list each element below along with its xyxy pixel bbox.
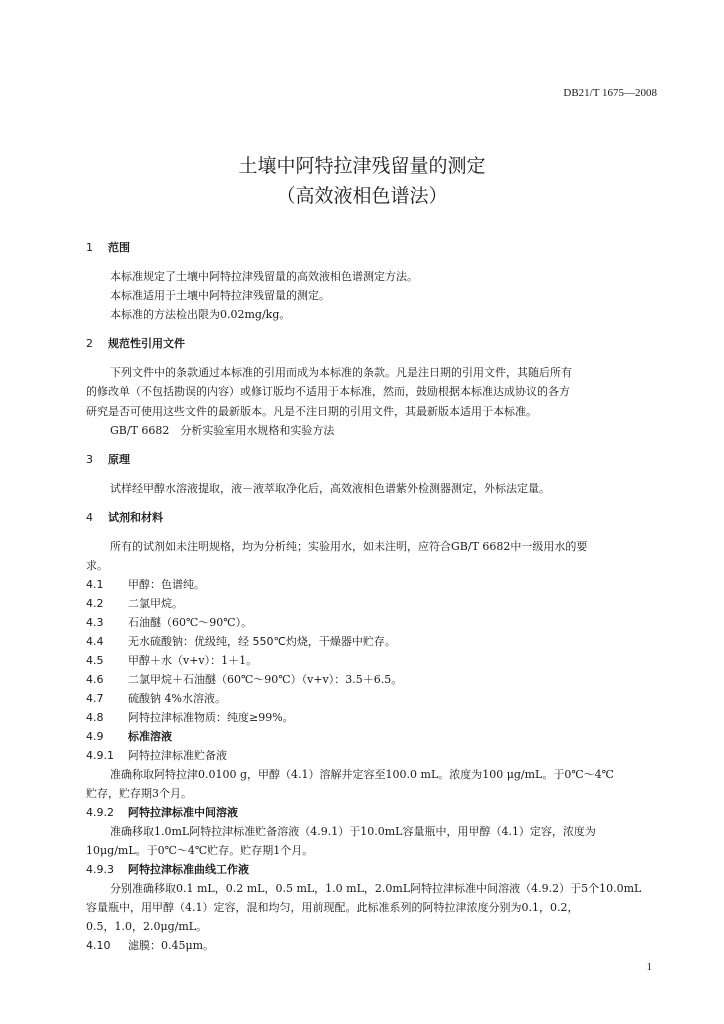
paragraph-line: 贮存，贮存期3个月。 bbox=[86, 787, 192, 800]
clause-4-9-3 bbox=[86, 861, 249, 877]
clause-text: 滤膜：0.45μm。 bbox=[128, 939, 215, 952]
clause-4-7 bbox=[86, 690, 226, 706]
section-2-heading bbox=[86, 335, 185, 351]
section-1-heading bbox=[86, 239, 130, 255]
clause-text: 二氯甲烷＋石油醚（60℃～90℃）（v+v）：3.5＋6.5。 bbox=[128, 673, 403, 686]
paragraph-line: 的修改单（不包括勘误的内容）或修订版均不适用于本标准，然而，鼓励根据本标准达成协议的各方 bbox=[86, 385, 570, 398]
clause-number: 4.9.2 bbox=[86, 806, 114, 819]
paragraph-line: 准确移取1.0mL阿特拉津标准贮备溶液（4.9.1）于10.0mL容量瓶中，用甲醇（4.1）定容，浓度为 bbox=[110, 825, 596, 838]
clause-4-2 bbox=[86, 595, 183, 611]
normative-reference: GB/T 6682 分析实验室用水规格和实验方法 bbox=[110, 424, 335, 437]
paragraph-line: 下列文件中的条款通过本标准的引用而成为本标准的条款。凡是注日期的引用文件，其随后所有 bbox=[110, 366, 572, 379]
paragraph: 本标准的方法检出限为0.02mg/kg。 bbox=[110, 308, 291, 321]
clause-text: 甲醇＋水（v+v）：1＋1。 bbox=[128, 654, 258, 667]
section-title: 范围 bbox=[108, 241, 130, 254]
clause-number: 4.10 bbox=[86, 939, 111, 952]
standard-code: DB21/T 1675—2008 bbox=[563, 87, 657, 99]
clause-text: 阿特拉津标准物质：纯度≥99%。 bbox=[128, 711, 294, 724]
section-title: 规范性引用文件 bbox=[108, 337, 185, 350]
clause-text: 标准溶液 bbox=[128, 730, 172, 743]
paragraph: 试样经甲醇水溶液提取，液－液萃取净化后，高效液相色谱紫外检测器测定，外标法定量。 bbox=[110, 482, 550, 495]
paragraph-line: 研究是否可使用这些文件的最新版本。凡是不注日期的引用文件，其最新版本适用于本标准。 bbox=[86, 405, 537, 418]
clause-number: 4.9.3 bbox=[86, 863, 114, 876]
clause-text: 阿特拉津标准贮备液 bbox=[128, 749, 227, 762]
document-subtitle: （高效液相色谱法） bbox=[276, 185, 448, 207]
clause-number: 4.6 bbox=[86, 673, 104, 686]
clause-text: 甲醇：色谱纯。 bbox=[128, 578, 205, 591]
clause-4-4 bbox=[86, 633, 396, 649]
paragraph-line: 准确称取阿特拉津0.0100 g，甲醇（4.1）溶解并定容至100.0 mL。浓度为100 μg/mL。于0℃～4℃ bbox=[110, 768, 614, 781]
section-number: 4 bbox=[86, 511, 93, 524]
clause-4-6 bbox=[86, 671, 402, 687]
paragraph: 本标准适用于土壤中阿特拉津残留量的测定。 bbox=[110, 289, 330, 302]
page-number: 1 bbox=[646, 961, 652, 973]
paragraph: 本标准规定了土壤中阿特拉津残留量的高效液相色谱测定方法。 bbox=[110, 270, 418, 283]
document-title: 土壤中阿特拉津残留量的测定 bbox=[238, 155, 486, 177]
section-number: 2 bbox=[86, 337, 93, 350]
clause-4-9-1 bbox=[86, 747, 227, 763]
section-number: 1 bbox=[86, 241, 93, 254]
clause-number: 4.1 bbox=[86, 578, 104, 591]
clause-4-10 bbox=[86, 937, 214, 953]
clause-text: 石油醚（60℃～90℃）。 bbox=[128, 616, 253, 629]
paragraph-line: 容量瓶中，用甲醇（4.1）定容，混和均匀，用前现配。此标准系列的阿特拉津浓度分别为0.1，0.2， bbox=[86, 901, 579, 914]
clause-text: 无水硫酸钠：优级纯，经 550℃灼烧，干燥器中贮存。 bbox=[128, 635, 396, 648]
section-3-heading bbox=[86, 451, 130, 467]
section-4-heading bbox=[86, 509, 163, 525]
clause-number: 4.8 bbox=[86, 711, 104, 724]
clause-4-9 bbox=[86, 728, 172, 744]
clause-4-3 bbox=[86, 614, 252, 630]
clause-4-9-2 bbox=[86, 804, 238, 820]
clause-number: 4.3 bbox=[86, 616, 104, 629]
clause-text: 阿特拉津标准曲线工作液 bbox=[128, 863, 249, 876]
section-title: 试剂和材料 bbox=[108, 511, 163, 524]
clause-number: 4.7 bbox=[86, 692, 104, 705]
clause-number: 4.9.1 bbox=[86, 749, 114, 762]
section-number: 3 bbox=[86, 453, 93, 466]
clause-text: 阿特拉津标准中间溶液 bbox=[128, 806, 238, 819]
clause-text: 硫酸钠 4%水溶液。 bbox=[128, 692, 226, 705]
clause-4-5 bbox=[86, 652, 257, 668]
paragraph-line: 求。 bbox=[86, 559, 108, 572]
paragraph-line: 分别准确移取0.1 mL，0.2 mL，0.5 mL，1.0 mL，2.0mL阿特拉津标准中间溶液（4.9.2）于5个10.0mL bbox=[110, 882, 642, 895]
paragraph-line: 所有的试剂如未注明规格，均为分析纯；实验用水，如未注明，应符合GB/T 6682中一级用水的要 bbox=[110, 540, 588, 553]
clause-number: 4.2 bbox=[86, 597, 104, 610]
clause-number: 4.9 bbox=[86, 730, 104, 743]
clause-text: 二氯甲烷。 bbox=[128, 597, 183, 610]
clause-4-8 bbox=[86, 709, 294, 725]
clause-4-1 bbox=[86, 576, 205, 592]
clause-number: 4.5 bbox=[86, 654, 104, 667]
paragraph-line: 0.5，1.0，2.0μg/mL。 bbox=[86, 920, 208, 933]
section-title: 原理 bbox=[108, 453, 130, 466]
clause-number: 4.4 bbox=[86, 635, 104, 648]
paragraph-line: 10μg/mL。于0℃～4℃贮存。贮存期1个月。 bbox=[86, 844, 314, 857]
